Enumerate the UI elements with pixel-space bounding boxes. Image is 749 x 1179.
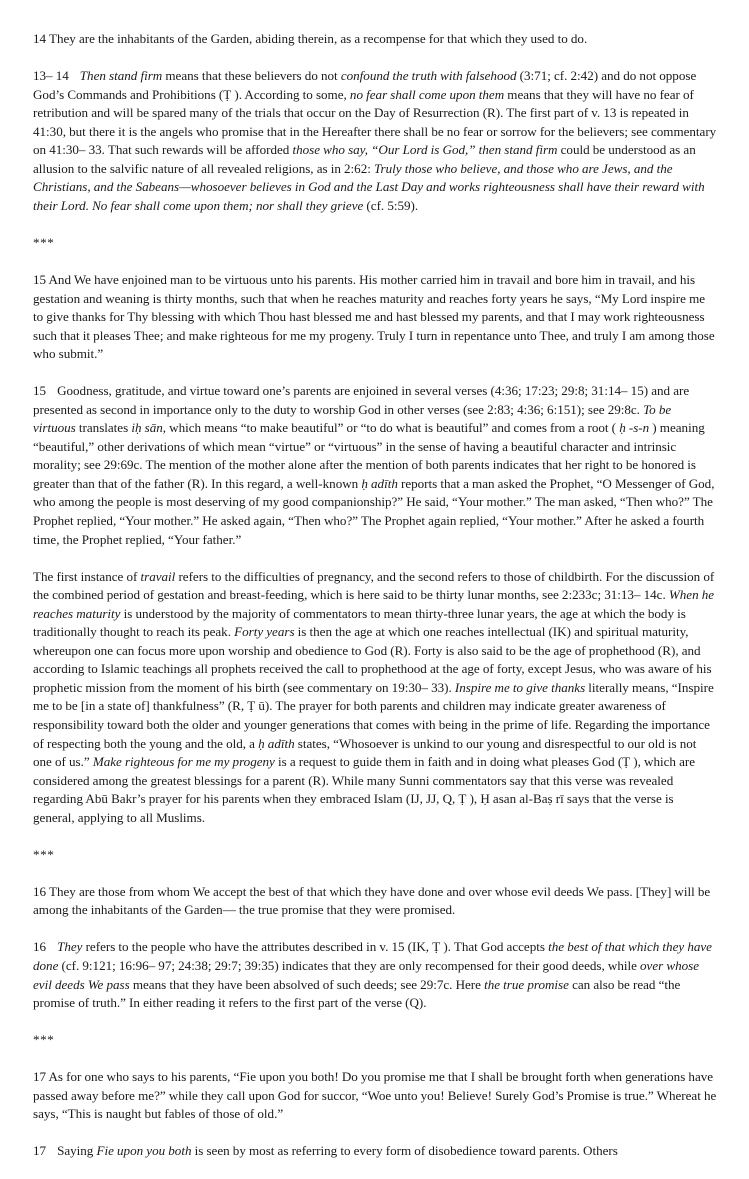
emphasis-run: Inspire me to give thanks [454,679,586,695]
emphasis-run: ḥ adīth [258,735,295,751]
text-run: Goodness, gratitude, and virtue toward one’s parents are enjoined in several verses (4:36; 17:23; 29:8; 31:14– 15) and are presented as second in importance only to the duty to worship God in other verses (see 2:83; 4:36; 6:151); see 29:8c. [33,383,690,417]
emphasis-run: the true promise [484,976,569,992]
verse-14-text [33,30,717,49]
text-run: The first instance of [33,568,141,584]
emphasis-run: Make righteous for me my progeny [92,754,275,770]
text-run: which means “to make beautiful” or “to do what is beautiful” and comes from a root ( [166,420,620,436]
section-separator: *** [33,1032,55,1048]
emphasis-run: Truly those who believe, and those who are Jews, and the Christians, and the Sabeans—whosoever believes in God and the Last Day and works righteousness shall have their reward with their Lord. No fear shall come upon them; nor shall they grieve [33,160,705,213]
emphasis-run: confound the truth with falsehood [340,68,517,84]
text-run: (3:71; cf. 2:42) and do not oppose God’s Commands and Prohibitions (Ṭ ). According to some, [33,68,697,102]
text-run: ) meaning “beautiful,” other derivations of which mean “virtue” or “virtuous” in the sense of having a beautiful character and intrinsic morality; see 29:69c. The mention of the mother alone after the mention of both parents indicates that her right to be honored is greater than that of the father (R). In this regard, a well-known [33,420,705,491]
emphasis-run: When he reaches maturity [33,587,715,621]
emphasis-run: ḥ adīth [361,475,398,491]
commentary-15-text [33,382,717,549]
verse-16-text [33,883,717,920]
page-content [33,30,717,1179]
text-run: 15 And We have enjoined man to be virtuous unto his parents. His mother carried him in travail and bore him in travail, and his gestation and weaning is thirty months, such that when he reaches maturity and reaches forty years he says, “My Lord inspire me to give thanks for Thy blessing with which Thou hast blessed me and hast blessed my parents, and that I may work righteousness such that it pleases Thee; and make righteous for me my progeny. Truly I turn in repentance unto Thee, and truly I am among those who submit.” [33,271,715,362]
text-run: 15 [33,383,47,399]
text-run: 13– 14 [33,68,69,84]
text-run: states, “Whosoever is unkind to our young and disrespectful to our old is not one of us.” [33,735,697,770]
text-run: is seen by most as referring to every form of disobedience toward parents. Others [191,1143,618,1159]
section-separator: *** [33,846,55,862]
emphasis-run: To be virtuous [33,401,672,436]
text-run: refers to the difficulties of pregnancy, and the second refers to those of childbirth. For the discussion of the combined period of gestation and breast-feeding, which is here said to be thirty lunar months, see 2:233c; 31:13– 14c. [33,568,715,603]
emphasis-run: They [57,939,83,955]
text-run: 16 They are those from whom We accept the best of that which they have done and over whose evil deeds We pass. [They] will be among the inhabitants of the Garden— the true promise that they were promised. [33,883,711,918]
text-run: is a request to guide them in faith and in doing what pleases God (Ṭ ), which are considered among the greatest blessings for a parent (R). While many Sunni commentators say that this verse was revealed regarding Abū Bakr’s prayer for his parents when they embraced Islam (IJ, JJ, Q, Ṭ ), Ḥ asan al-Baṣ rī says that the verse is general, applying to all Muslims. [33,754,696,825]
text-run: is then the age at which one reaches intellectual (IK) and spiritual maturity, whereupon one can focus more upon worship and obedience to God (R). Forty is also said to be the age of prophethood (R), and according to Islamic teachings all prophets received the call to prophethood at the age of forty, except Jesus, who was aware of his prophetic mission from the moment of his birth (see commentary on 19:30– 33). [33,624,712,695]
verse-17-text [33,1068,717,1124]
text-run: 14 They are the inhabitants of the Garden, abiding therein, as a recompense for that which they used to do. [33,31,588,46]
text-run: translates [75,420,132,436]
text-run: reports that a man asked the Prophet, “O Messenger of God, who among the people is most deserving of my good companionship?” He said, “Your mother.” The man asked, “Then who?” The Prophet replied, “Your mother.” He asked again, “Then who?” The Prophet again replied, “Your mother.” After he asked a fourth time, the Prophet replied, “Your father.” [33,475,715,547]
commentary-16-text [33,938,717,1012]
emphasis-run: no fear shall come upon them [349,86,505,102]
emphasis-run: ḥ -s-n [619,420,650,436]
emphasis-run: Then stand firm [79,68,163,84]
text-run: (cf. 5:59). [363,197,419,213]
emphasis-run: the best of that which they have done [33,939,712,973]
emphasis-run: Forty years [234,624,295,640]
text-run: 16 [33,939,47,955]
emphasis-run: over whose evil deeds We pass [33,957,700,992]
text-run: is understood by the majority of commentators to mean thirty-three lunar years, the age at which the body is traditionally thought to reach its peak. [33,605,686,640]
text-run: 17 As for one who says to his parents, “Fie upon you both! Do you promise me that I shall be brought forth when generations have passed away before me?” while they call upon God for succor, “Woe unto you! Believe! Surely God’s Promise is true.” Whereat he says, “This is naught but fables of those of old.” [33,1069,717,1122]
emphasis-run: those who say, “Our Lord is God,” then stand firm [292,142,558,158]
text-run: (cf. 9:121; 16:96– 97; 24:38; 29:7; 39:35) indicates that they are only recompensed for their good deeds, while [58,957,641,973]
verse-15-text [33,271,717,364]
section-separator: *** [33,234,55,250]
text-run: refers to the people who have the attributes described in v. 15 (IK, Ṭ ). That God accepts [82,939,549,955]
text-run: means that these believers do not [162,68,341,84]
text-run: means that they have been absolved of such deeds; see 29:7c. Here [129,976,485,992]
text-run: can also be read “the promise of truth.” In either reading it refers to the first part of the verse (Q). [33,976,681,1011]
emphasis-run: iḥ sān, [131,420,167,436]
commentary-15-continuation-text [33,568,717,828]
text-run: means that they will have no fear of retribution and will be spared many of the trials that occur on the Day of Resurrection (R). The first part of v. 13 is repeated in 41:30, but there it is the angels who promise that in the Hereafter there shall be no fear or sorrow for the believers; see commentary on 41:30– 33. That such rewards will be afforded [33,86,717,158]
commentary-13-14-text [33,67,717,215]
commentary-17-text [33,1142,717,1161]
text-run: 17 [33,1143,47,1159]
emphasis-run: Fie upon you both [96,1143,192,1159]
text-run: Saying [57,1143,97,1159]
text-run: could be understood as an allusion to the salvific nature of all revealed religions, as in 2:62: [33,142,696,176]
emphasis-run: travail [140,568,176,584]
text-run: literally means, “Inspire me to be [in a state of] thankfulness” (R, Ṭ ū). The prayer for both parents and children may indicate greater awareness of responsibility toward both the older and younger generations that comes with being in the prime of life. Regarding the importance of respecting both the young and the old, a [33,679,714,751]
